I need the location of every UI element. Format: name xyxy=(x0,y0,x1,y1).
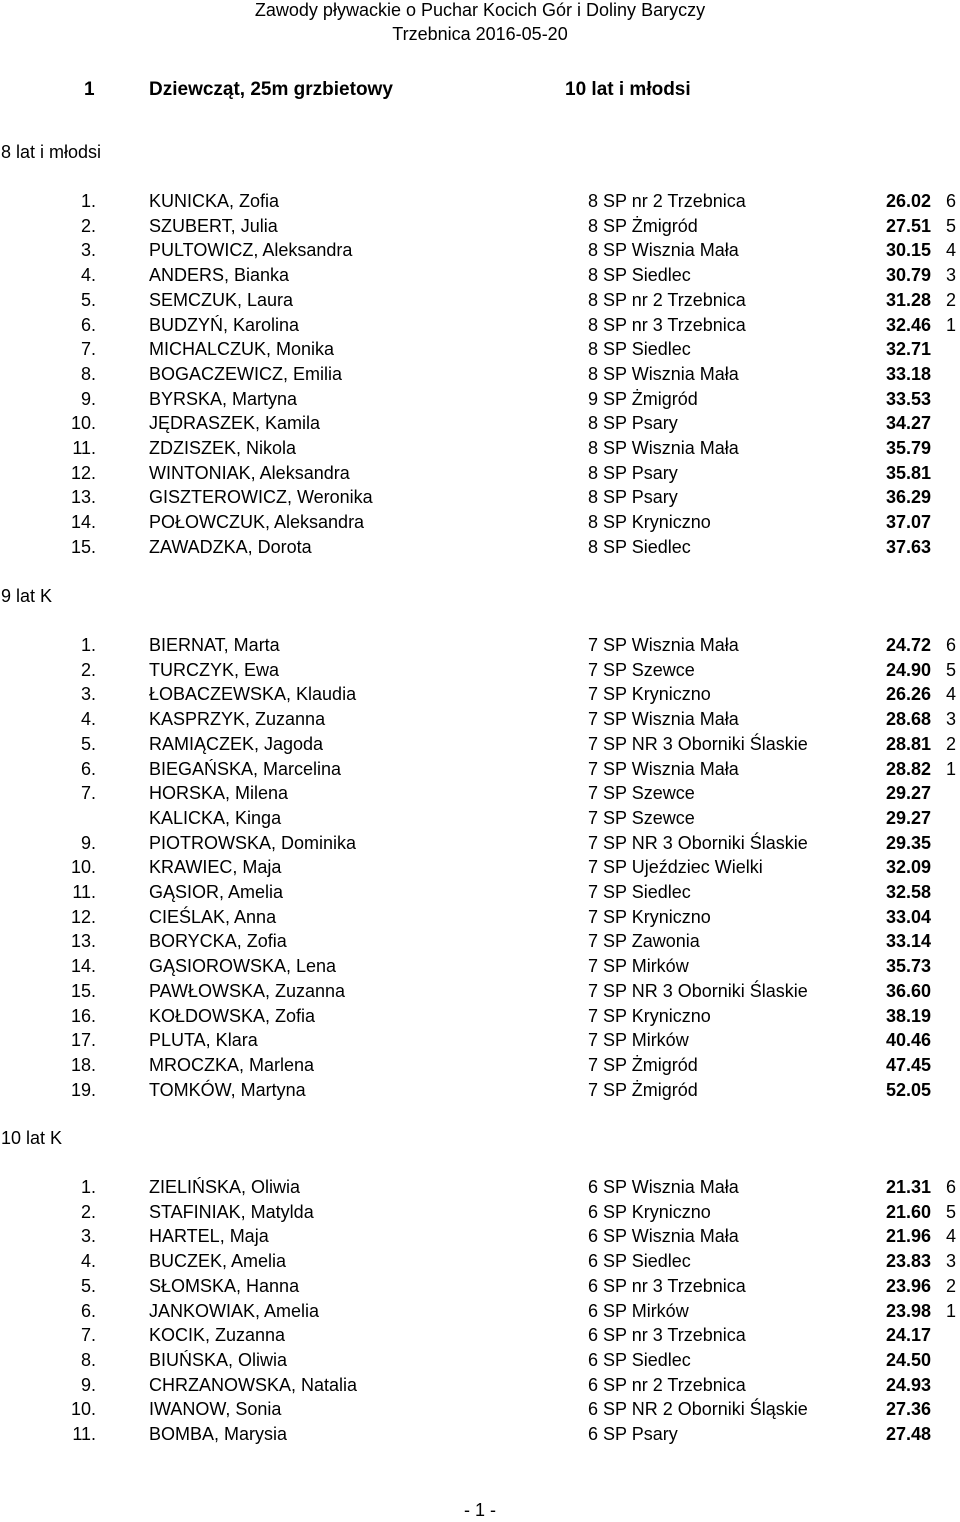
result-rank: 4. xyxy=(80,265,96,285)
result-rank: 7. xyxy=(80,339,96,359)
result-time: 28.68 xyxy=(885,709,931,729)
result-time: 33.14 xyxy=(885,931,931,951)
result-rank: 6. xyxy=(80,1301,96,1321)
result-row xyxy=(0,980,960,1002)
result-rank: 17. xyxy=(70,1030,96,1050)
event-name: Dziewcząt, 25m grzbietowy xyxy=(149,79,393,100)
result-row xyxy=(0,782,960,804)
result-rank: 1. xyxy=(80,191,96,211)
result-row xyxy=(0,536,960,558)
result-name: CIEŚLAK, Anna xyxy=(149,907,277,927)
result-name: KOCIK, Zuzanna xyxy=(149,1325,286,1345)
result-time: 23.83 xyxy=(885,1251,931,1271)
result-rank: 14. xyxy=(70,956,96,976)
result-club: 6 SP Kryniczno xyxy=(588,1202,711,1222)
result-rank: 3. xyxy=(80,1226,96,1246)
result-time: 32.71 xyxy=(885,339,931,359)
result-row xyxy=(0,1398,960,1420)
result-rank: 11. xyxy=(72,1424,96,1444)
result-club: 8 SP Psary xyxy=(588,413,678,433)
result-rank: 9. xyxy=(80,1375,96,1395)
result-rank: 5. xyxy=(80,290,96,310)
result-name: GĄSIOR, Amelia xyxy=(149,882,284,902)
result-row xyxy=(0,289,960,311)
result-row xyxy=(0,314,960,336)
result-time: 33.53 xyxy=(885,389,931,409)
result-row xyxy=(0,1300,960,1322)
result-rank: 12. xyxy=(70,463,96,483)
result-club: 8 SP Wisznia Mała xyxy=(588,364,739,384)
result-name: SŁOMSKA, Hanna xyxy=(149,1276,300,1296)
result-time: 34.27 xyxy=(885,413,931,433)
result-club: 7 SP Kryniczno xyxy=(588,907,711,927)
result-points: 5 xyxy=(946,660,957,680)
result-name: KUNICKA, Zofia xyxy=(149,191,280,211)
result-rank: 5. xyxy=(80,734,96,754)
result-points: 3 xyxy=(946,1251,957,1271)
result-name: MICHALCZUK, Monika xyxy=(149,339,335,359)
result-name: BIERNAT, Marta xyxy=(149,635,280,655)
result-name: RAMIĄCZEK, Jagoda xyxy=(149,734,324,754)
result-row xyxy=(0,1374,960,1396)
result-points: 2 xyxy=(946,290,957,310)
result-name: KALICKA, Kinga xyxy=(149,808,282,828)
result-name: ZAWADZKA, Dorota xyxy=(149,537,312,557)
result-time: 36.29 xyxy=(885,487,931,507)
result-rank: 4. xyxy=(80,709,96,729)
result-name: GĄSIOROWSKA, Lena xyxy=(149,956,337,976)
result-time: 28.82 xyxy=(885,759,931,779)
result-row xyxy=(0,634,960,656)
result-row xyxy=(0,239,960,261)
result-name: BUCZEK, Amelia xyxy=(149,1251,287,1271)
result-rank: 7. xyxy=(80,1325,96,1345)
document-title: Zawody pływackie o Puchar Kocich Gór i Doliny Baryczy xyxy=(254,0,706,20)
result-name: STAFINIAK, Matylda xyxy=(149,1202,314,1222)
result-time: 24.17 xyxy=(885,1325,931,1345)
result-points: 1 xyxy=(946,759,957,779)
result-row xyxy=(0,462,960,484)
result-club: 7 SP Siedlec xyxy=(588,882,691,902)
result-club: 8 SP Siedlec xyxy=(588,537,691,557)
result-rank: 7. xyxy=(80,783,96,803)
result-name: CHRZANOWSKA, Natalia xyxy=(149,1375,358,1395)
result-club: 7 SP Szewce xyxy=(588,660,695,680)
result-name: BORYCKA, Zofia xyxy=(149,931,287,951)
result-rank: 18. xyxy=(70,1055,96,1075)
result-name: MROCZKA, Marlena xyxy=(149,1055,315,1075)
result-row xyxy=(0,807,960,829)
result-row xyxy=(0,363,960,385)
result-row xyxy=(0,264,960,286)
result-club: 8 SP Siedlec xyxy=(588,265,691,285)
result-time: 35.73 xyxy=(885,956,931,976)
result-club: 6 SP Mirków xyxy=(588,1301,689,1321)
result-row xyxy=(0,881,960,903)
result-club: 6 SP Psary xyxy=(588,1424,678,1444)
result-club: 8 SP nr 3 Trzebnica xyxy=(588,315,746,335)
result-points: 6 xyxy=(946,1177,957,1197)
result-club: 8 SP Kryniczno xyxy=(588,512,711,532)
result-row xyxy=(0,906,960,928)
result-rank: 9. xyxy=(80,833,96,853)
result-rank: 15. xyxy=(70,981,96,1001)
result-points: 3 xyxy=(946,265,957,285)
result-name: WINTONIAK, Aleksandra xyxy=(149,463,350,483)
result-row xyxy=(0,1201,960,1223)
result-club: 6 SP Siedlec xyxy=(588,1251,691,1271)
result-name: JANKOWIAK, Amelia xyxy=(149,1301,320,1321)
result-name: BYRSKA, Martyna xyxy=(149,389,298,409)
result-time: 27.51 xyxy=(885,216,931,236)
result-row xyxy=(0,1225,960,1247)
result-name: ZDZISZEK, Nikola xyxy=(149,438,297,458)
result-club: 7 SP Wisznia Mała xyxy=(588,759,739,779)
result-rank: 10. xyxy=(70,857,96,877)
result-row xyxy=(0,412,960,434)
result-rank: 19. xyxy=(70,1080,96,1100)
result-rank: 8. xyxy=(80,364,96,384)
result-name: ZIELIŃSKA, Oliwia xyxy=(149,1177,301,1197)
result-rank: 13. xyxy=(70,487,96,507)
result-time: 26.02 xyxy=(885,191,931,211)
result-points: 2 xyxy=(946,1276,957,1296)
result-points: 4 xyxy=(946,1226,957,1246)
result-rank: 8. xyxy=(80,1350,96,1370)
result-time: 24.93 xyxy=(885,1375,931,1395)
result-time: 30.15 xyxy=(885,240,931,260)
result-club: 7 SP Żmigród xyxy=(588,1080,698,1100)
result-club: 7 SP Kryniczno xyxy=(588,684,711,704)
result-name: ŁOBACZEWSKA, Klaudia xyxy=(149,684,357,704)
result-time: 35.81 xyxy=(885,463,931,483)
result-rank: 1. xyxy=(80,1177,96,1197)
result-name: TURCZYK, Ewa xyxy=(149,660,280,680)
result-rank: 11. xyxy=(72,438,96,458)
result-row xyxy=(0,486,960,508)
result-name: BIUŃSKA, Oliwia xyxy=(149,1350,288,1370)
result-rank: 15. xyxy=(70,537,96,557)
result-club: 7 SP Żmigród xyxy=(588,1055,698,1075)
result-points: 5 xyxy=(946,1202,957,1222)
result-rank: 5. xyxy=(80,1276,96,1296)
result-row xyxy=(0,215,960,237)
result-rank: 6. xyxy=(80,759,96,779)
result-time: 35.79 xyxy=(885,438,931,458)
result-rank: 1. xyxy=(80,635,96,655)
result-club: 8 SP Siedlec xyxy=(588,339,691,359)
result-time: 32.46 xyxy=(885,315,931,335)
result-row xyxy=(0,955,960,977)
result-club: 7 SP Zawonia xyxy=(588,931,700,951)
result-club: 6 SP nr 2 Trzebnica xyxy=(588,1375,746,1395)
result-rank: 14. xyxy=(70,512,96,532)
result-row xyxy=(0,1005,960,1027)
result-time: 32.58 xyxy=(885,882,931,902)
result-club: 7 SP NR 3 Oborniki Ślaskie xyxy=(588,981,808,1001)
result-points: 6 xyxy=(946,635,957,655)
result-rank: 12. xyxy=(70,907,96,927)
result-time: 23.96 xyxy=(885,1276,931,1296)
result-rank: 2. xyxy=(80,216,96,236)
event-number: 1 xyxy=(84,79,95,100)
result-name: HORSKA, Milena xyxy=(149,783,289,803)
result-row xyxy=(0,1250,960,1272)
page-number: - 1 - xyxy=(463,1500,496,1520)
event-age-class: 10 lat i młodsi xyxy=(565,79,691,100)
result-row xyxy=(0,190,960,212)
result-row xyxy=(0,1324,960,1346)
result-name: PIOTROWSKA, Dominika xyxy=(149,833,357,853)
result-club: 7 SP Mirków xyxy=(588,956,689,976)
result-club: 7 SP Szewce xyxy=(588,783,695,803)
result-club: 8 SP Psary xyxy=(588,487,678,507)
result-club: 6 SP nr 3 Trzebnica xyxy=(588,1276,746,1296)
result-row xyxy=(0,388,960,410)
age-group-label: 10 lat K xyxy=(1,1128,63,1148)
result-time: 29.27 xyxy=(885,808,931,828)
result-club: 6 SP nr 3 Trzebnica xyxy=(588,1325,746,1345)
result-rank: 10. xyxy=(70,1399,96,1419)
result-time: 37.07 xyxy=(885,512,931,532)
result-row xyxy=(0,338,960,360)
result-name: KASPRZYK, Zuzanna xyxy=(149,709,326,729)
result-time: 27.48 xyxy=(885,1424,931,1444)
result-name: JĘDRASZEK, Kamila xyxy=(149,413,321,433)
result-points: 1 xyxy=(946,1301,957,1321)
result-name: BOGACZEWICZ, Emilia xyxy=(149,364,343,384)
result-time: 31.28 xyxy=(885,290,931,310)
result-time: 23.98 xyxy=(885,1301,931,1321)
result-name: IWANOW, Sonia xyxy=(149,1399,282,1419)
result-club: 7 SP Wisznia Mała xyxy=(588,635,739,655)
result-row xyxy=(0,733,960,755)
result-row xyxy=(0,659,960,681)
result-name: BUDZYŃ, Karolina xyxy=(149,315,300,335)
result-row xyxy=(0,1079,960,1101)
result-time: 33.18 xyxy=(885,364,931,384)
result-name: BOMBA, Marysia xyxy=(149,1424,288,1444)
result-row xyxy=(0,1349,960,1371)
result-name: TOMKÓW, Martyna xyxy=(149,1080,306,1100)
result-club: 8 SP Psary xyxy=(588,463,678,483)
result-name: SEMCZUK, Laura xyxy=(149,290,294,310)
result-rank: 3. xyxy=(80,240,96,260)
result-rank: 6. xyxy=(80,315,96,335)
result-row xyxy=(0,511,960,533)
result-club: 7 SP Ujeździec Wielki xyxy=(588,857,763,877)
result-time: 33.04 xyxy=(885,907,931,927)
result-row xyxy=(0,1176,960,1198)
result-club: 7 SP Mirków xyxy=(588,1030,689,1050)
result-time: 27.36 xyxy=(885,1399,931,1419)
result-points: 5 xyxy=(946,216,957,236)
result-club: 8 SP nr 2 Trzebnica xyxy=(588,290,746,310)
result-row xyxy=(0,930,960,952)
result-time: 52.05 xyxy=(885,1080,931,1100)
result-points: 4 xyxy=(946,684,957,704)
result-rank: 11. xyxy=(72,882,96,902)
result-time: 32.09 xyxy=(885,857,931,877)
result-club: 7 SP NR 3 Oborniki Ślaskie xyxy=(588,833,808,853)
result-row xyxy=(0,856,960,878)
result-name: HARTEL, Maja xyxy=(149,1226,269,1246)
result-row xyxy=(0,758,960,780)
result-points: 6 xyxy=(946,191,957,211)
result-club: 8 SP Wisznia Mała xyxy=(588,438,739,458)
result-name: GISZTEROWICZ, Weronika xyxy=(149,487,373,507)
result-time: 21.31 xyxy=(885,1177,931,1197)
result-row xyxy=(0,1054,960,1076)
result-rank: 4. xyxy=(80,1251,96,1271)
result-time: 28.81 xyxy=(885,734,931,754)
result-time: 26.26 xyxy=(885,684,931,704)
result-club: 9 SP Żmigród xyxy=(588,389,698,409)
result-club: 6 SP Wisznia Mała xyxy=(588,1226,739,1246)
result-time: 24.72 xyxy=(885,635,931,655)
result-time: 21.96 xyxy=(885,1226,931,1246)
result-name: BIEGAŃSKA, Marcelina xyxy=(149,759,342,779)
result-club: 7 SP Wisznia Mała xyxy=(588,709,739,729)
result-time: 40.46 xyxy=(885,1030,931,1050)
result-points: 1 xyxy=(946,315,957,335)
result-time: 36.60 xyxy=(885,981,931,1001)
result-rank: 9. xyxy=(80,389,96,409)
result-name: SZUBERT, Julia xyxy=(149,216,278,236)
result-club: 8 SP nr 2 Trzebnica xyxy=(588,191,746,211)
age-group-label: 8 lat i młodsi xyxy=(1,142,102,162)
result-time: 37.63 xyxy=(885,537,931,557)
result-rank: 10. xyxy=(70,413,96,433)
result-row xyxy=(0,832,960,854)
result-time: 21.60 xyxy=(885,1202,931,1222)
result-time: 30.79 xyxy=(885,265,931,285)
result-name: PULTOWICZ, Aleksandra xyxy=(149,240,353,260)
result-rank: 16. xyxy=(70,1006,96,1026)
result-row xyxy=(0,1275,960,1297)
result-time: 38.19 xyxy=(885,1006,931,1026)
document-subtitle: Trzebnica 2016-05-20 xyxy=(392,24,568,44)
result-rank: 2. xyxy=(80,1202,96,1222)
result-name: ANDERS, Bianka xyxy=(149,265,290,285)
result-club: 6 SP Wisznia Mała xyxy=(588,1177,739,1197)
result-rank: 13. xyxy=(70,931,96,951)
result-time: 47.45 xyxy=(885,1055,931,1075)
result-points: 4 xyxy=(946,240,957,260)
result-name: KOŁDOWSKA, Zofia xyxy=(149,1006,316,1026)
result-time: 24.90 xyxy=(885,660,931,680)
result-name: PLUTA, Klara xyxy=(149,1030,258,1050)
result-club: 6 SP Siedlec xyxy=(588,1350,691,1370)
result-club: 7 SP Szewce xyxy=(588,808,695,828)
result-club: 6 SP NR 2 Oborniki Śląskie xyxy=(588,1399,808,1419)
result-name: POŁOWCZUK, Aleksandra xyxy=(149,512,365,532)
result-time: 29.27 xyxy=(885,783,931,803)
result-name: PAWŁOWSKA, Zuzanna xyxy=(149,981,346,1001)
result-points: 2 xyxy=(946,734,957,754)
result-row xyxy=(0,437,960,459)
result-club: 7 SP NR 3 Oborniki Ślaskie xyxy=(588,734,808,754)
result-name: KRAWIEC, Maja xyxy=(149,857,282,877)
result-club: 7 SP Kryniczno xyxy=(588,1006,711,1026)
result-row xyxy=(0,1029,960,1051)
result-time: 24.50 xyxy=(885,1350,931,1370)
result-club: 8 SP Wisznia Mała xyxy=(588,240,739,260)
result-row xyxy=(0,708,960,730)
result-row xyxy=(0,1423,960,1445)
result-points: 3 xyxy=(946,709,957,729)
result-rank: 2. xyxy=(80,660,96,680)
result-rank: 3. xyxy=(80,684,96,704)
result-time: 29.35 xyxy=(885,833,931,853)
result-club: 8 SP Żmigród xyxy=(588,216,698,236)
result-row xyxy=(0,683,960,705)
age-group-label: 9 lat K xyxy=(1,586,53,606)
